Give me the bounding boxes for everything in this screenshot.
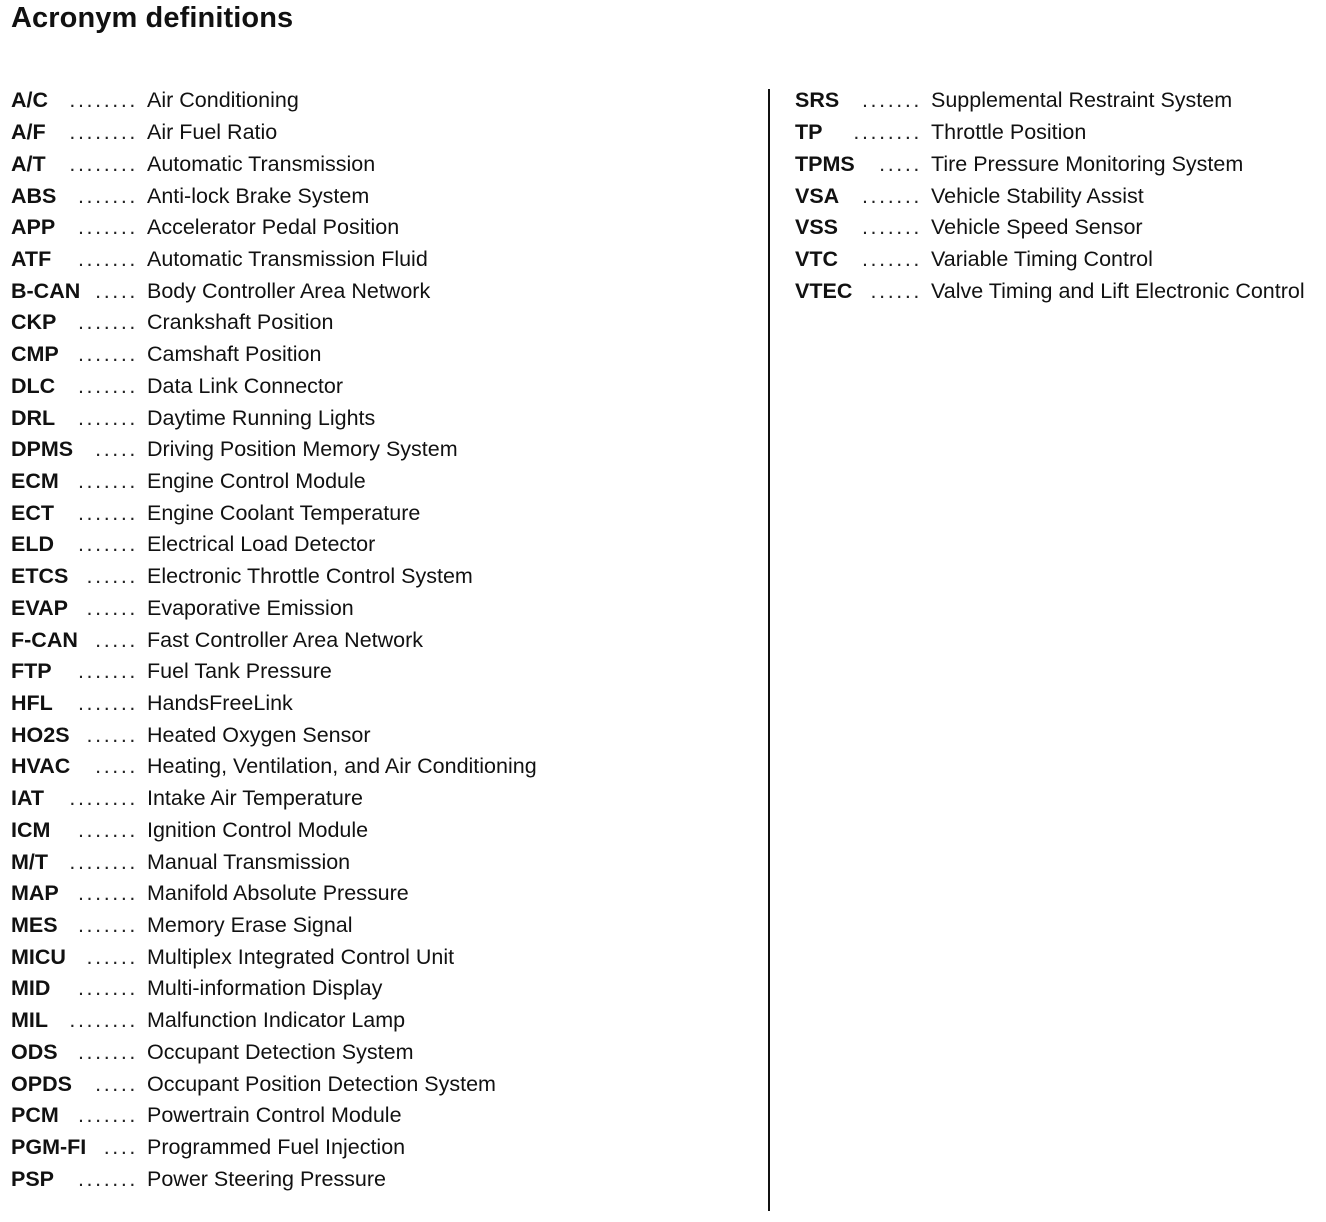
acronym-definition: Driving Position Memory System bbox=[147, 437, 458, 462]
dot-leader: ....... bbox=[77, 1103, 138, 1128]
acronym-definition: Anti-lock Brake System bbox=[147, 183, 370, 208]
acronym-definition: Intake Air Temperature bbox=[147, 786, 363, 811]
acronym-row bbox=[11, 1132, 571, 1164]
acronym-abbr: MAP bbox=[11, 881, 59, 906]
acronym-row bbox=[11, 624, 571, 656]
acronym-definition: Heating, Ventilation, and Air Conditioning bbox=[147, 754, 537, 779]
dot-leader: ..... bbox=[95, 278, 138, 303]
acronym-row bbox=[795, 275, 1326, 307]
acronym-definition: Powertrain Control Module bbox=[147, 1103, 402, 1128]
acronym-definition: Programmed Fuel Injection bbox=[147, 1135, 406, 1160]
dot-leader: ........ bbox=[853, 120, 922, 145]
acronym-abbr: DLC bbox=[11, 373, 56, 398]
acronym-row bbox=[11, 307, 571, 339]
acronym-definition: Multiplex Integrated Control Unit bbox=[147, 944, 455, 969]
dot-leader: ..... bbox=[95, 437, 138, 462]
dot-leader: ....... bbox=[861, 246, 922, 271]
acronym-row bbox=[11, 148, 571, 180]
acronym-row bbox=[11, 529, 571, 561]
acronym-row bbox=[11, 339, 571, 371]
acronym-definition: Heated Oxygen Sensor bbox=[147, 722, 371, 747]
acronym-row bbox=[11, 466, 571, 498]
acronym-abbr: OPDS bbox=[11, 1071, 72, 1096]
acronym-list-right bbox=[795, 85, 1326, 307]
acronym-row bbox=[11, 846, 571, 878]
acronym-definition: Air Conditioning bbox=[147, 88, 299, 113]
acronym-definition: Camshaft Position bbox=[147, 342, 322, 367]
dot-leader: ........ bbox=[69, 849, 138, 874]
acronym-abbr: PGM-FI bbox=[11, 1135, 87, 1160]
acronym-definition: Vehicle Speed Sensor bbox=[931, 215, 1143, 240]
acronym-definition: Throttle Position bbox=[931, 120, 1087, 145]
acronym-row bbox=[11, 370, 571, 402]
acronym-abbr: M/T bbox=[11, 849, 49, 874]
acronym-abbr: HVAC bbox=[11, 754, 71, 779]
acronym-row bbox=[11, 688, 571, 720]
acronym-row bbox=[11, 212, 571, 244]
acronym-row bbox=[11, 656, 571, 688]
dot-leader: ....... bbox=[77, 817, 138, 842]
acronym-row bbox=[11, 973, 571, 1005]
dot-leader: ....... bbox=[77, 310, 138, 335]
dot-leader: ..... bbox=[879, 151, 922, 176]
dot-leader: ....... bbox=[77, 659, 138, 684]
acronym-list-left bbox=[11, 85, 571, 1195]
acronym-row bbox=[11, 941, 571, 973]
acronym-definition: Daytime Running Lights bbox=[147, 405, 376, 430]
acronym-abbr: TPMS bbox=[795, 151, 855, 176]
acronym-definition: Air Fuel Ratio bbox=[147, 120, 278, 145]
acronym-definition: Automatic Transmission bbox=[147, 151, 376, 176]
acronym-abbr: MICU bbox=[11, 944, 66, 969]
acronym-row bbox=[11, 910, 571, 942]
acronym-definition: Multi-information Display bbox=[147, 976, 383, 1001]
acronym-abbr: MIL bbox=[11, 1008, 49, 1033]
acronym-row bbox=[11, 275, 571, 307]
acronym-definition: Fuel Tank Pressure bbox=[147, 659, 332, 684]
acronym-definition: Body Controller Area Network bbox=[147, 278, 431, 303]
dot-leader: ...... bbox=[86, 564, 138, 589]
acronym-row bbox=[11, 1037, 571, 1069]
acronym-abbr: ELD bbox=[11, 532, 54, 557]
acronym-abbr: VTEC bbox=[795, 278, 853, 303]
acronym-row bbox=[795, 117, 1326, 149]
dot-leader: ..... bbox=[95, 627, 138, 652]
acronym-definition: Electronic Throttle Control System bbox=[147, 564, 473, 589]
acronym-row bbox=[11, 1163, 571, 1195]
acronym-abbr: MES bbox=[11, 913, 58, 938]
dot-leader: ....... bbox=[77, 532, 138, 557]
acronym-abbr: ECM bbox=[11, 468, 59, 493]
acronym-row bbox=[11, 497, 571, 529]
acronym-row bbox=[11, 1068, 571, 1100]
acronym-abbr: DPMS bbox=[11, 437, 74, 462]
acronym-definition: Tire Pressure Monitoring System bbox=[931, 151, 1244, 176]
acronym-row bbox=[795, 212, 1326, 244]
dot-leader: ........ bbox=[69, 88, 138, 113]
acronym-row bbox=[11, 751, 571, 783]
dot-leader: ....... bbox=[77, 1039, 138, 1064]
column-divider bbox=[768, 89, 770, 1211]
dot-leader: ........ bbox=[69, 151, 138, 176]
acronym-row bbox=[11, 180, 571, 212]
acronym-abbr: ODS bbox=[11, 1039, 58, 1064]
page-title: Acronym definitions bbox=[11, 2, 294, 34]
acronym-abbr: PCM bbox=[11, 1103, 59, 1128]
dot-leader: ...... bbox=[870, 278, 922, 303]
acronym-abbr: HFL bbox=[11, 691, 53, 716]
dot-leader: ....... bbox=[77, 215, 138, 240]
dot-leader: ..... bbox=[95, 754, 138, 779]
acronym-definition: Engine Coolant Temperature bbox=[147, 500, 421, 525]
acronym-definition: Vehicle Stability Assist bbox=[931, 183, 1144, 208]
acronym-abbr: ETCS bbox=[11, 564, 69, 589]
acronym-row bbox=[11, 402, 571, 434]
acronym-abbr: CKP bbox=[11, 310, 57, 335]
dot-leader: ...... bbox=[86, 944, 138, 969]
acronym-row bbox=[11, 85, 571, 117]
acronym-abbr: APP bbox=[11, 215, 56, 240]
acronym-definition: Evaporative Emission bbox=[147, 595, 354, 620]
acronym-abbr: ECT bbox=[11, 500, 54, 525]
acronym-abbr: A/T bbox=[11, 151, 46, 176]
dot-leader: ....... bbox=[77, 468, 138, 493]
acronym-abbr: CMP bbox=[11, 342, 59, 367]
acronym-row bbox=[795, 85, 1326, 117]
acronym-definition: Memory Erase Signal bbox=[147, 913, 353, 938]
acronym-definition: Occupant Position Detection System bbox=[147, 1071, 496, 1096]
acronym-row bbox=[795, 148, 1326, 180]
dot-leader: ....... bbox=[861, 183, 922, 208]
dot-leader: .... bbox=[103, 1135, 138, 1160]
acronym-abbr: IAT bbox=[11, 786, 45, 811]
acronym-definition: Engine Control Module bbox=[147, 468, 366, 493]
acronym-abbr: F-CAN bbox=[11, 627, 78, 652]
acronym-row bbox=[11, 434, 571, 466]
dot-leader: ....... bbox=[861, 88, 922, 113]
acronym-row bbox=[11, 1005, 571, 1037]
acronym-definition: Fast Controller Area Network bbox=[147, 627, 424, 652]
acronym-definition: Variable Timing Control bbox=[931, 246, 1153, 271]
dot-leader: ....... bbox=[77, 246, 138, 271]
dot-leader: ....... bbox=[77, 976, 138, 1001]
acronym-row bbox=[795, 244, 1326, 276]
acronym-definition: Electrical Load Detector bbox=[147, 532, 376, 557]
acronym-definition: Automatic Transmission Fluid bbox=[147, 246, 428, 271]
dot-leader: ..... bbox=[95, 1071, 138, 1096]
acronym-abbr: A/C bbox=[11, 88, 49, 113]
acronym-definition: Data Link Connector bbox=[147, 373, 343, 398]
acronym-row bbox=[11, 244, 571, 276]
acronym-row bbox=[11, 719, 571, 751]
acronym-definition: Malfunction Indicator Lamp bbox=[147, 1008, 406, 1033]
acronym-row bbox=[11, 593, 571, 625]
dot-leader: ....... bbox=[77, 913, 138, 938]
acronym-definition: Occupant Detection System bbox=[147, 1039, 414, 1064]
acronym-definition: Manifold Absolute Pressure bbox=[147, 881, 409, 906]
dot-leader: ....... bbox=[77, 373, 138, 398]
dot-leader: ........ bbox=[69, 1008, 138, 1033]
acronym-definition: Manual Transmission bbox=[147, 849, 351, 874]
acronym-abbr: A/F bbox=[11, 120, 46, 145]
acronym-abbr: VTC bbox=[795, 246, 838, 271]
acronym-definition: Crankshaft Position bbox=[147, 310, 334, 335]
dot-leader: ...... bbox=[86, 595, 138, 620]
acronym-row bbox=[11, 815, 571, 847]
acronym-abbr: MID bbox=[11, 976, 51, 1001]
dot-leader: ....... bbox=[77, 183, 138, 208]
acronym-abbr: SRS bbox=[795, 88, 840, 113]
acronym-row bbox=[11, 117, 571, 149]
acronym-abbr: FTP bbox=[11, 659, 52, 684]
dot-leader: ...... bbox=[86, 722, 138, 747]
acronym-definition: Power Steering Pressure bbox=[147, 1166, 386, 1191]
dot-leader: ........ bbox=[69, 786, 138, 811]
acronym-row bbox=[11, 1100, 571, 1132]
acronym-abbr: VSA bbox=[795, 183, 840, 208]
acronym-abbr: HO2S bbox=[11, 722, 70, 747]
dot-leader: ........ bbox=[69, 120, 138, 145]
dot-leader: ....... bbox=[77, 691, 138, 716]
dot-leader: ....... bbox=[77, 1166, 138, 1191]
acronym-abbr: ICM bbox=[11, 817, 51, 842]
acronym-abbr: PSP bbox=[11, 1166, 55, 1191]
acronym-definition: Valve Timing and Lift Electronic Control bbox=[931, 278, 1305, 303]
acronym-definition: Accelerator Pedal Position bbox=[147, 215, 400, 240]
acronym-row bbox=[11, 783, 571, 815]
acronym-definition: HandsFreeLink bbox=[147, 691, 293, 716]
acronym-row bbox=[795, 180, 1326, 212]
dot-leader: ....... bbox=[77, 405, 138, 430]
acronym-abbr: B-CAN bbox=[11, 278, 81, 303]
acronym-definition: Supplemental Restraint System bbox=[931, 88, 1233, 113]
dot-leader: ....... bbox=[77, 342, 138, 367]
acronym-row bbox=[11, 561, 571, 593]
acronym-abbr: VSS bbox=[795, 215, 839, 240]
dot-leader: ....... bbox=[77, 881, 138, 906]
dot-leader: ....... bbox=[861, 215, 922, 240]
acronym-row bbox=[11, 878, 571, 910]
acronym-abbr: EVAP bbox=[11, 595, 68, 620]
acronym-abbr: TP bbox=[795, 120, 823, 145]
dot-leader: ....... bbox=[77, 500, 138, 525]
acronym-definition: Ignition Control Module bbox=[147, 817, 369, 842]
acronym-abbr: ABS bbox=[11, 183, 57, 208]
acronym-abbr: DRL bbox=[11, 405, 56, 430]
acronym-abbr: ATF bbox=[11, 246, 52, 271]
